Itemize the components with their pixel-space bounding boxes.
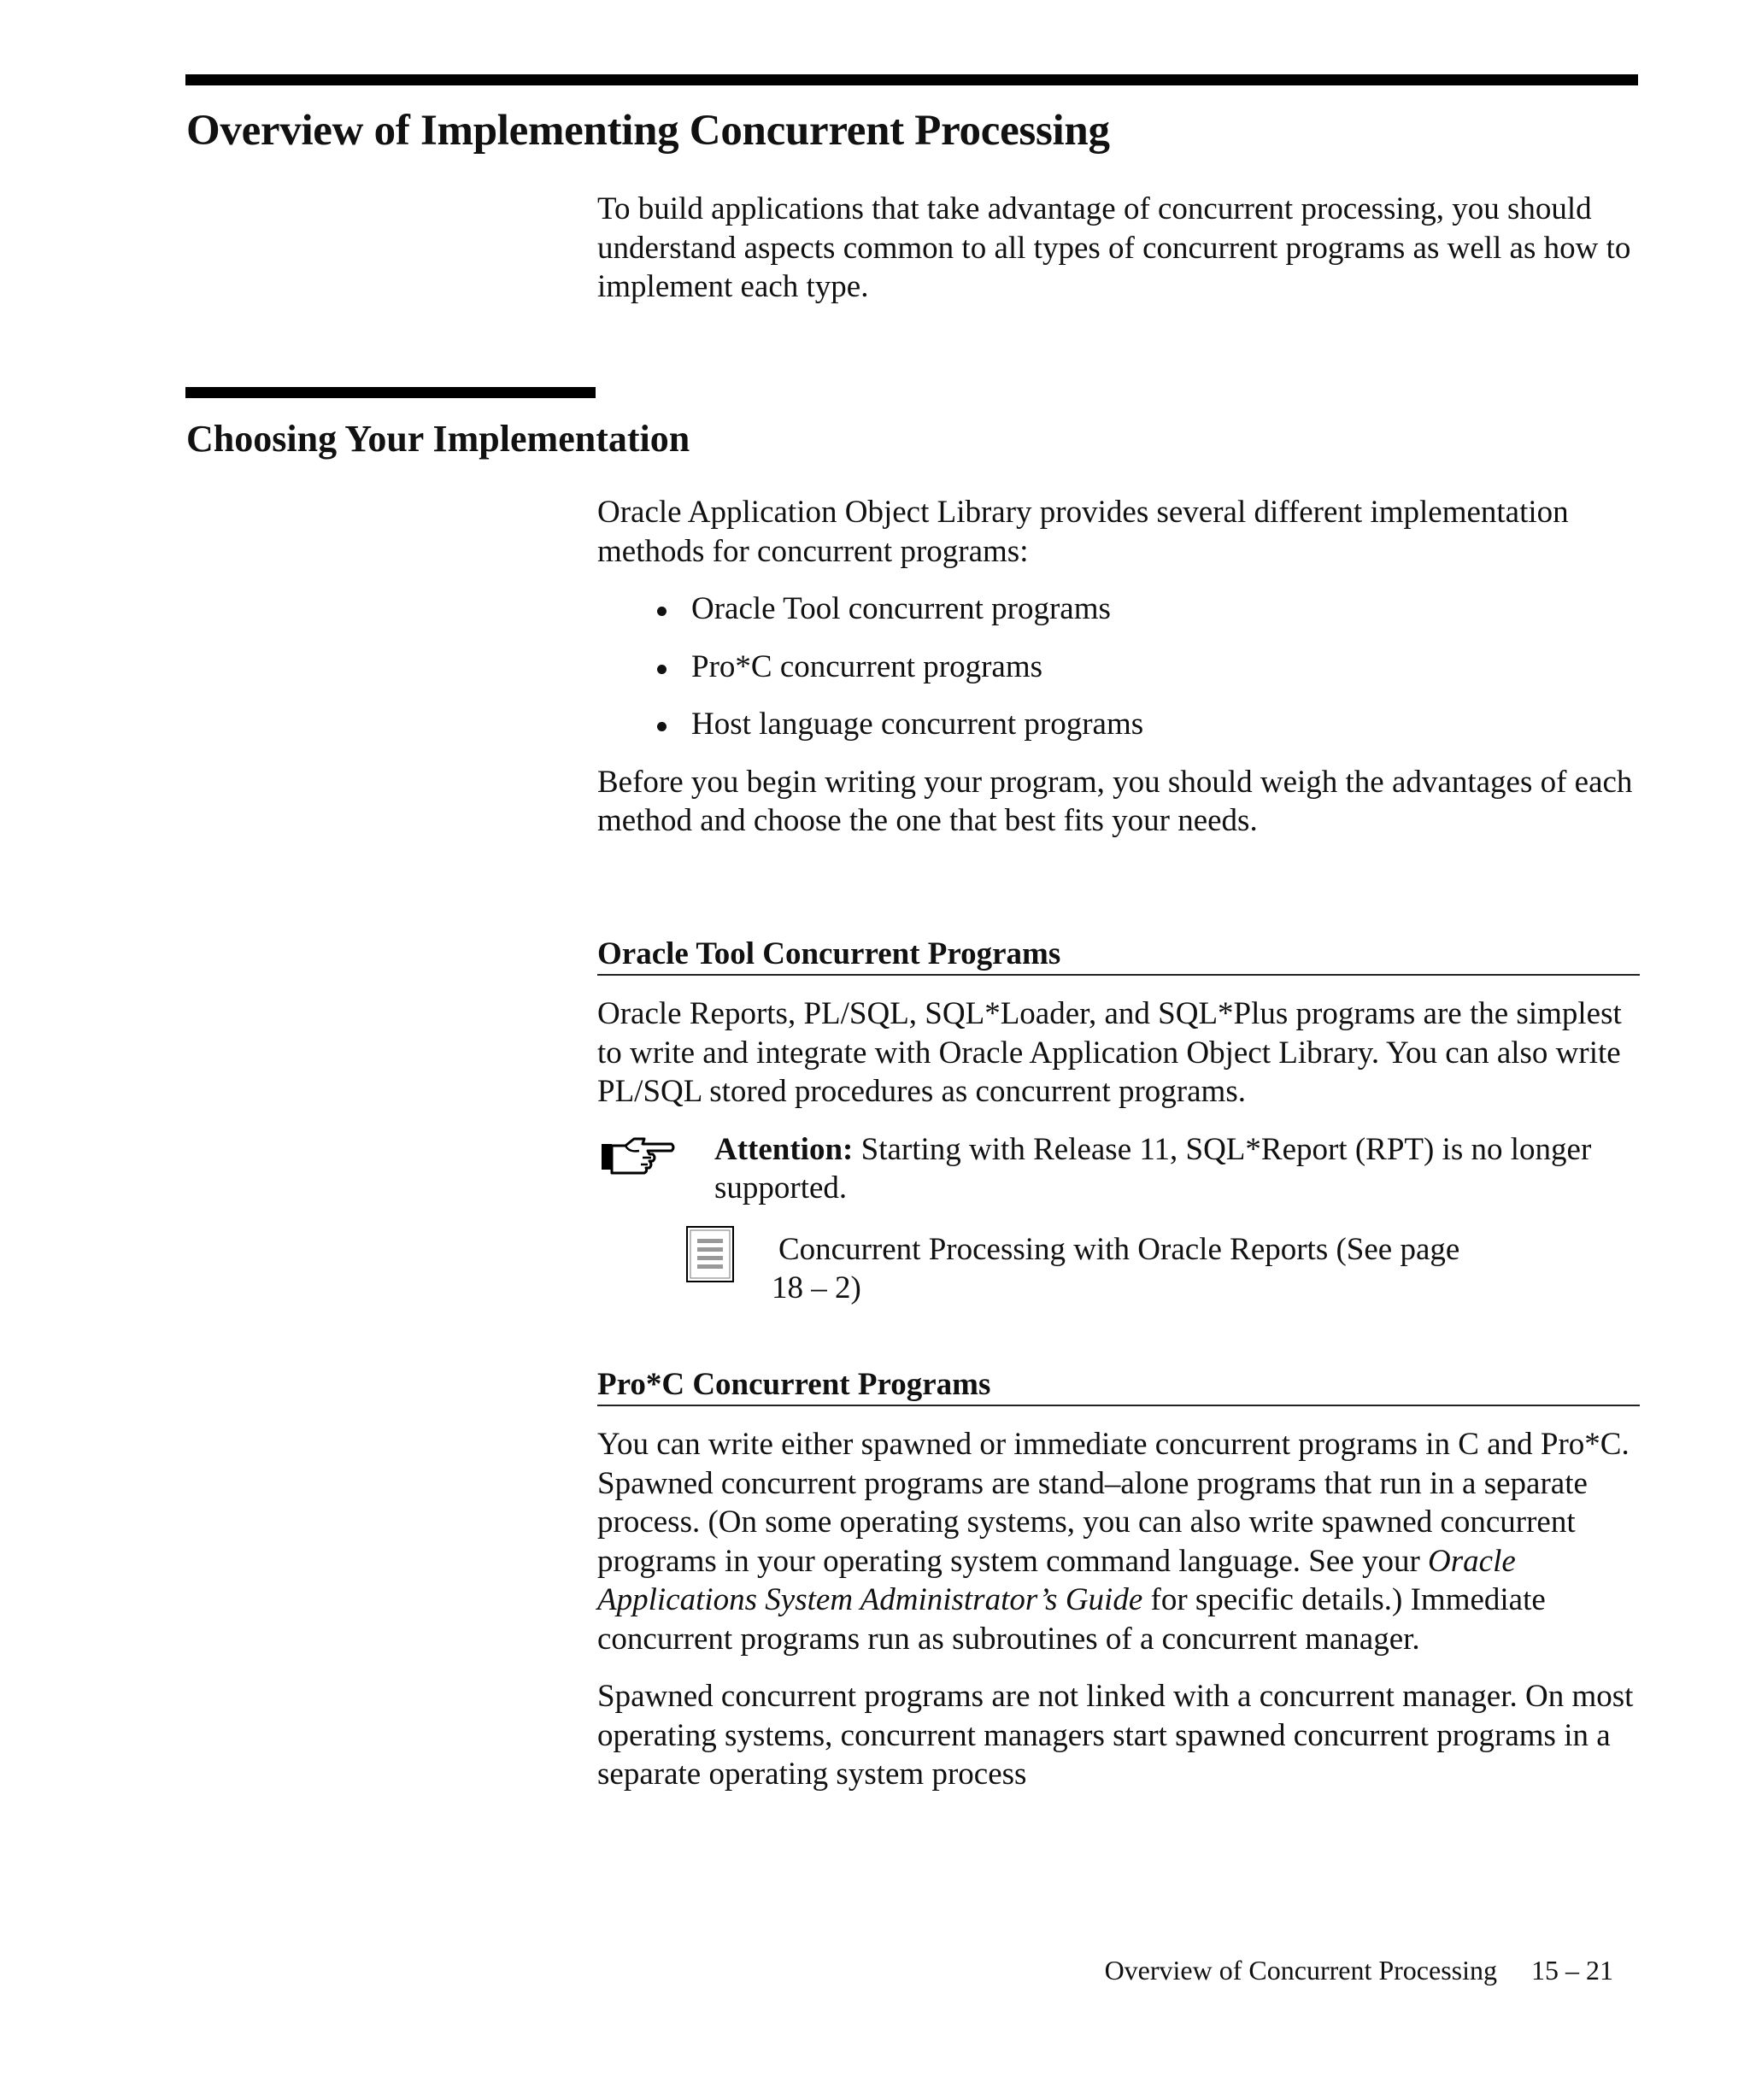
section-title: Choosing Your Implementation	[186, 418, 690, 460]
page-footer	[1105, 1955, 1613, 1986]
bullet-icon	[657, 607, 667, 616]
implementation-intro: Oracle Application Object Library provides several different implementation methods for concurrent programs:	[597, 495, 1569, 569]
proc-paragraph-2: Spawned concurrent programs are not linked with a concurrent manager. On most operating systems, concurrent managers start spawned concurrent programs in a separate operating system process	[597, 1679, 1634, 1792]
list-item	[597, 648, 1640, 687]
proc-text: for specific details.) Immediate concurrent programs run as subroutines of a concurrent manager.	[597, 1582, 1546, 1657]
implementation-block	[597, 493, 1640, 841]
oracle-tool-heading: Oracle Tool Concurrent Programs	[597, 936, 1640, 976]
bullet-icon	[657, 665, 667, 674]
list-item	[597, 590, 1640, 629]
list-item-label: Host language concurrent programs	[691, 707, 1144, 742]
page-title: Overview of Implementing Concurrent Processing	[186, 107, 1110, 155]
attention-text: Starting with Release 11, SQL*Report (RPT) is no longer supported.	[714, 1131, 1592, 1205]
proc-heading: Pro*C Concurrent Programs	[597, 1367, 1640, 1406]
proc-text: You can write either spawned or immediate concurrent programs in C and Pro*C. Spawned concurrent programs are stand–alone programs that run in a separate process. (On some operating systems, you can also write spawned concurrent programs in your operating system command language. See your	[597, 1427, 1630, 1579]
list-item-label: Pro*C concurrent programs	[691, 648, 1043, 684]
list-item	[597, 705, 1640, 744]
guide-title: Oracle Applications System Administrator’s Guide	[597, 1543, 1516, 1617]
before-paragraph: Before you begin writing your program, you should weigh the advantages of each method and choose the one that best fits your needs.	[597, 764, 1633, 838]
pointing-hand-icon	[600, 1135, 675, 1176]
cross-reference-link[interactable]: Concurrent Processing with Oracle Reports (See page	[778, 1231, 1460, 1267]
footer-page-number: 15 – 21	[1531, 1955, 1613, 1986]
oracle-tool-block	[597, 936, 1640, 1308]
oracle-tool-paragraph: Oracle Reports, PL/SQL, SQL*Loader, and SQL*Plus programs are the simplest to write and integrate with Oracle Application Object Library. You can also write PL/SQL stored procedures as concurrent programs.	[597, 996, 1622, 1109]
cross-reference-page: 18 – 2)	[772, 1270, 861, 1305]
intro-paragraph: To build applications that take advantage of concurrent processing, you should understand aspects common to all types of concurrent programs as well as how to implement each type.	[597, 191, 1631, 304]
intro-block	[597, 190, 1640, 307]
document-icon	[685, 1225, 737, 1285]
proc-block	[597, 1367, 1640, 1794]
method-list	[597, 590, 1640, 744]
top-rule	[185, 74, 1638, 85]
list-item-label: Oracle Tool concurrent programs	[691, 591, 1111, 626]
bullet-icon	[657, 722, 667, 731]
proc-paragraph-1	[597, 1425, 1640, 1658]
attention-label: Attention:	[714, 1131, 854, 1167]
cross-reference[interactable]	[597, 1230, 1640, 1308]
attention-note	[597, 1130, 1640, 1208]
footer-chapter: Overview of Concurrent Processing	[1104, 1955, 1497, 1986]
section-rule	[185, 387, 596, 398]
